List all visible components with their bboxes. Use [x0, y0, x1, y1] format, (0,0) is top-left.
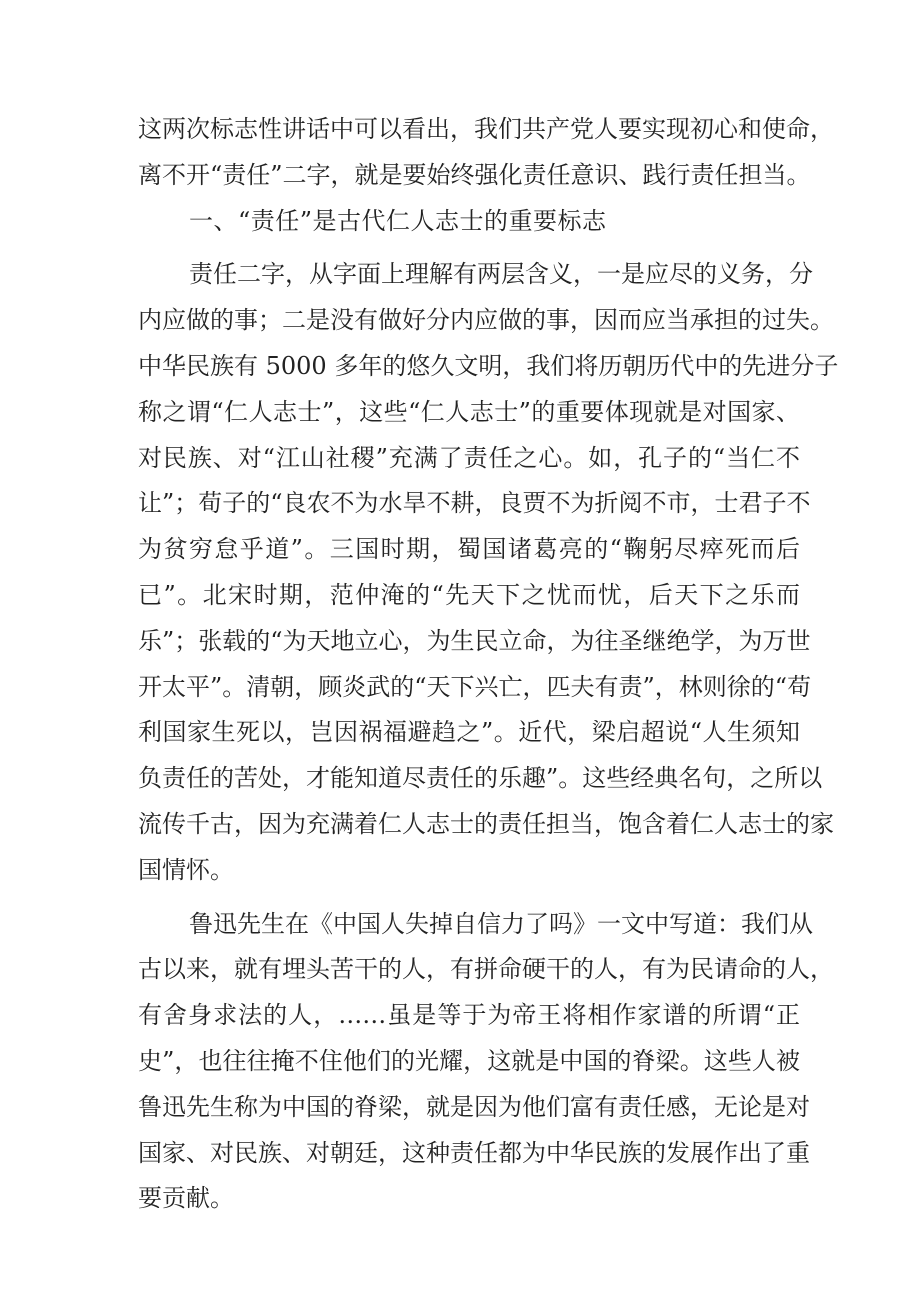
text-line: 离不开“责任”二字，就是要始终强化责任意识、践行责任担当。: [138, 160, 811, 189]
paragraph-responsibility-meaning: [138, 252, 839, 893]
text-line: 对民族、对“江山社稷”充满了责任之心。如，孔子的“当仁不: [138, 443, 800, 472]
document-body: [138, 107, 839, 1222]
text-line: 国情怀。: [138, 855, 234, 884]
text-line: 有舍身求法的人，……虽是等于为帝王将相作家谱的所谓“正: [138, 1001, 800, 1030]
text-line: 乐”；张载的“为天地立心，为生民立命，为往圣继绝学，为万世: [138, 626, 811, 655]
text-line: 责任二字，从字面上理解有两层含义，一是应尽的义务，分: [189, 260, 813, 289]
text-line: 鲁迅先生称为中国的脊梁，就是因为他们富有责任感，无论是对: [138, 1092, 810, 1121]
text-line: 内应做的事；二是没有做好分内应做的事，因而应当承担的过失。: [138, 306, 834, 335]
text-line: 鲁迅先生在《中国人失掉自信力了吗》一文中写道：我们从: [189, 909, 813, 938]
text-line: 古以来，就有埋头苦干的人，有拼命硬干的人，有为民请命的人，: [138, 955, 834, 984]
intro-paragraph: [138, 107, 834, 199]
text-line: 国家、对民族、对朝廷，这种责任都为中华民族的发展作出了重: [138, 1138, 810, 1167]
text-line: 这两次标志性讲话中可以看出，我们共产党人要实现初心和使命，: [138, 115, 834, 143]
paragraph-luxun-quote: [138, 902, 834, 1223]
text-line: 负责任的苦处，才能知道尽责任的乐趣”。这些经典名句，之所以: [138, 764, 823, 793]
text-line: 为贫穷怠乎道”。三国时期，蜀国诸葛亮的“鞠躬尽瘁死而后: [138, 535, 800, 564]
text-line: 史”，也往往掩不住他们的光耀，这就是中国的脊梁。这些人被: [138, 1046, 800, 1075]
text-line: 利国家生死以，岂因祸福避趋之”。近代，梁启超说“人生须知: [138, 718, 800, 747]
text-line: 称之谓“仁人志士”，这些“仁人志士”的重要体现就是对国家、: [138, 397, 800, 426]
section-heading: 一、“责任”是古代仁人志士的重要标志: [189, 206, 607, 235]
text-line: 开太平”。清朝，顾炎武的“天下兴亡，匹夫有责”，林则徐的“苟: [138, 672, 812, 701]
text-line: 要贡献。: [138, 1184, 234, 1213]
text-line: 已”。北宋时期，范仲淹的“先天下之忧而忧，后天下之乐而: [138, 580, 800, 609]
text-line: 中华民族有 5000 多年的悠久文明，我们将历朝历代中的先进分子: [138, 351, 839, 380]
text-line: 流传千古，因为充满着仁人志士的责任担当，饱含着仁人志士的家: [138, 809, 834, 838]
text-line: 让”；荀子的“良农不为水旱不耕，良贾不为折阅不市，士君子不: [138, 489, 811, 518]
